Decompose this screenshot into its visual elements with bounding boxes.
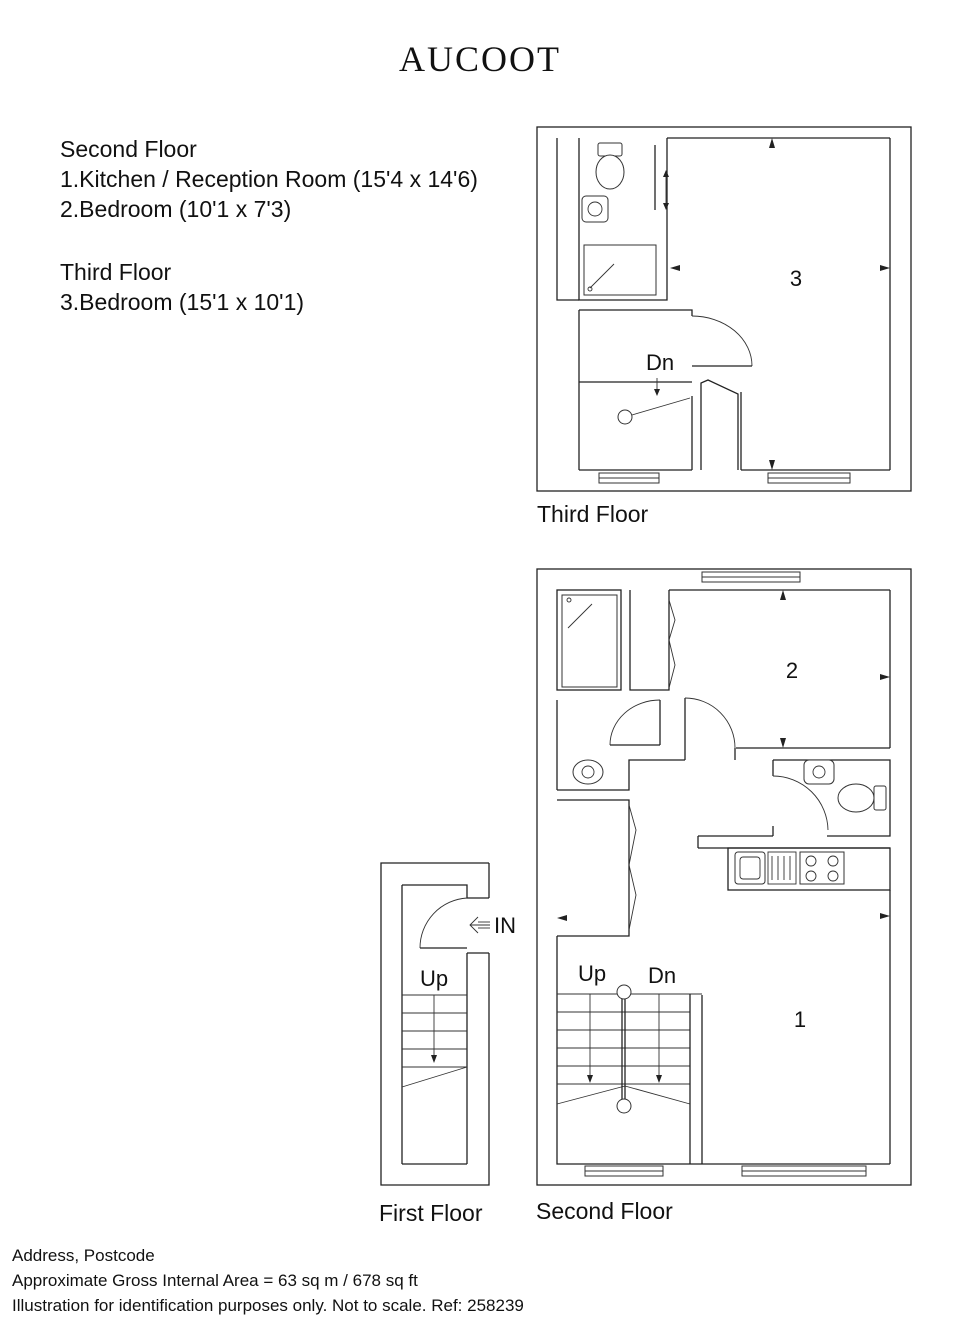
legend-second-floor-heading: Second Floor [60,136,197,162]
room-number-1: 1 [793,1007,807,1032]
legend-room-1: 1.Kitchen / Reception Room (15'4 x 14'6) [60,166,478,192]
brand-logo-text: AUCOOT [399,39,561,79]
door-swing-icon [685,698,735,748]
second-floor-plan [537,569,911,1185]
room-number-3: 3 [789,266,803,291]
first-floor-plan [381,863,516,1185]
shower-tray-icon [562,595,617,687]
first-floor-outer-wall [381,863,489,1185]
legend-third-floor-heading: Third Floor [60,259,172,285]
stair-dn-label: Dn [647,963,677,988]
stair-up-label: Up [419,966,449,991]
legend-room-2: 2.Bedroom (10'1 x 7'3) [60,196,292,222]
door-swing-icon [610,700,660,745]
stair-dn-label: Dn [645,350,675,375]
stair-up-label: Up [577,961,607,986]
footer-disclaimer: Illustration for identification purposes only. Not to scale. Ref: 258239 [12,1296,524,1315]
caption-second-floor: Second Floor [536,1198,673,1224]
shower-tray-icon [584,245,656,295]
caption-first-floor: First Floor [379,1200,483,1226]
footer [12,1243,524,1318]
basin-icon [804,760,834,784]
caption-third-floor: Third Floor [537,501,649,527]
stairs-icon [402,995,467,1087]
door-swing-icon [692,316,752,366]
toilet-icon [838,784,874,812]
third-floor-plan [537,127,911,491]
room-number-2: 2 [785,658,799,683]
door-swing-icon [420,898,467,948]
stair-post-icon [618,410,632,424]
footer-area: Approximate Gross Internal Area = 63 sq m / 678 sq ft [12,1271,418,1290]
basin-icon [573,760,603,784]
landing-wall [579,310,692,316]
legend-room-3: 3.Bedroom (15'1 x 10'1) [60,289,305,315]
stairs-icon [557,985,702,1164]
bathroom-wall [557,138,579,300]
toilet-icon [598,143,622,156]
footer-address: Address, Postcode [12,1246,155,1265]
basin-icon [582,196,608,222]
third-floor-outer-wall [537,127,911,491]
entrance-label: IN [494,913,516,938]
